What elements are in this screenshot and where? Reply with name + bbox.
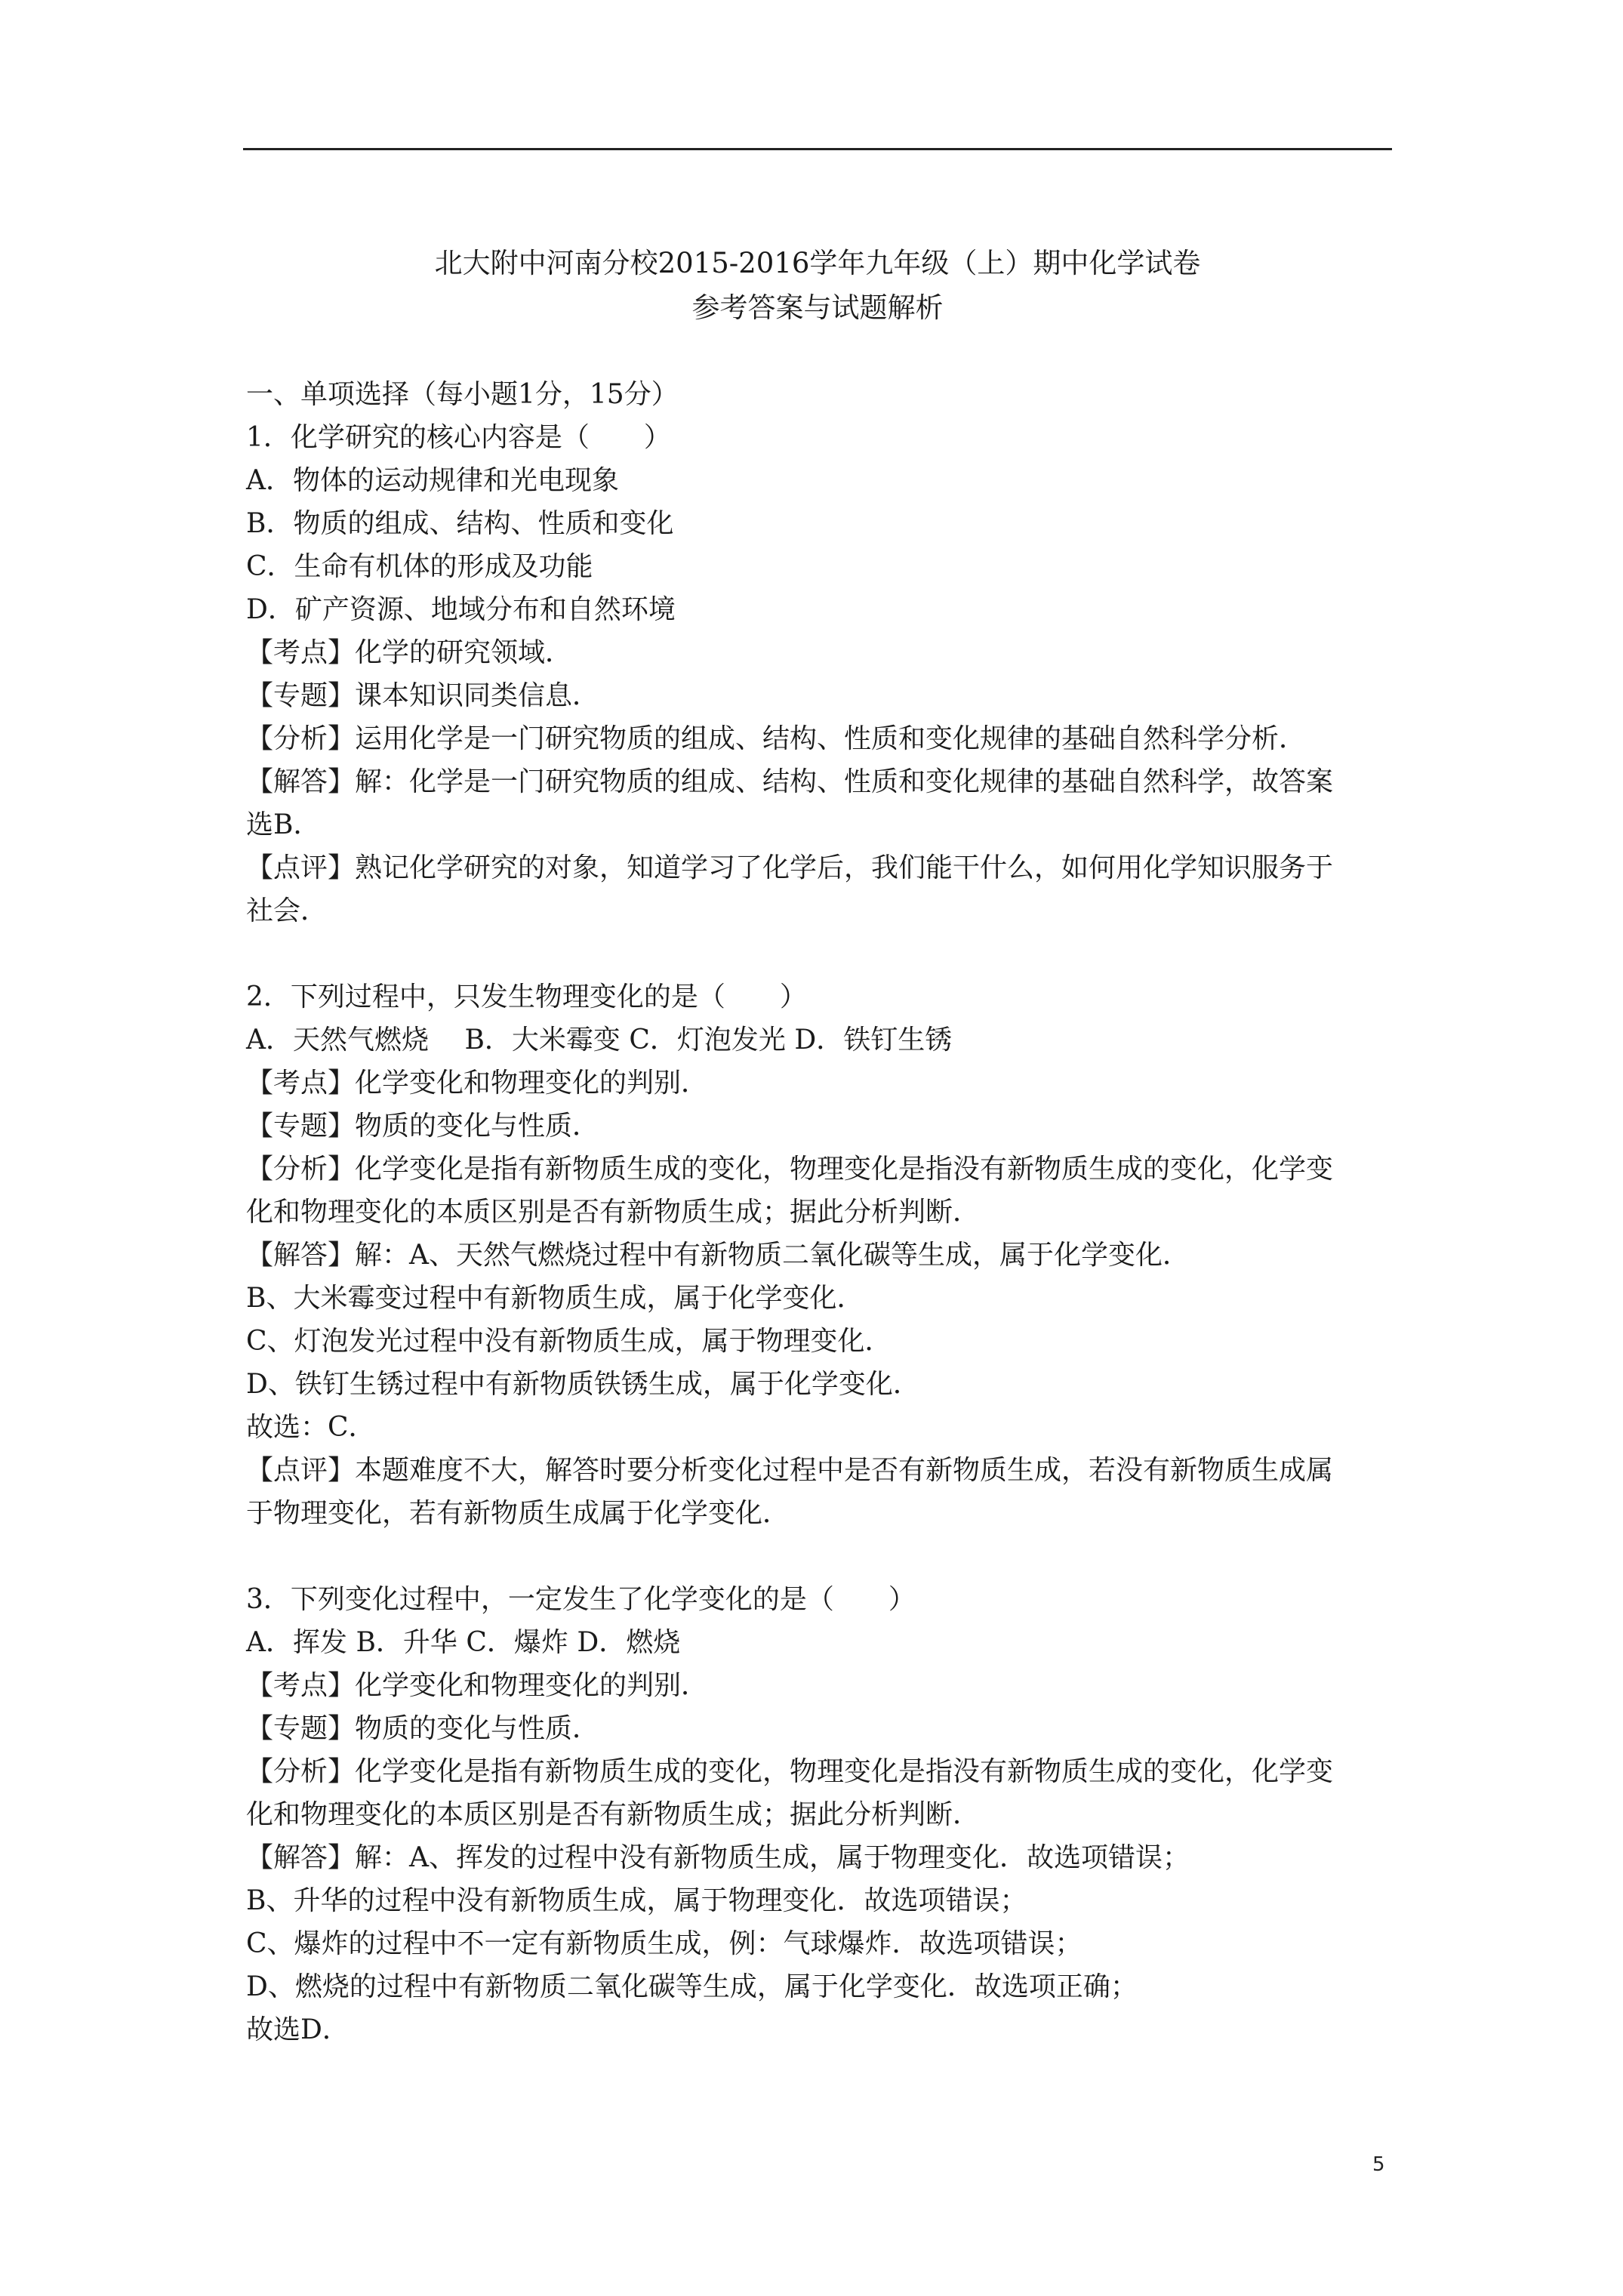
q2-dianping-line-1: 【点评】本题难度不大，解答时要分析变化过程中是否有新物质生成，若没有新物质生成属 [246,1455,1334,1486]
q2-dianping-line-2: 于物理变化，若有新物质生成属于化学变化． [246,1498,790,1529]
q1-jieda-line-1: 【解答】解：化学是一门研究物质的组成、结构、性质和变化规律的基础自然科学，故答案 [246,766,1334,797]
q1-option-b: B．物质的组成、结构、性质和变化 [246,508,674,539]
q3-options: A．挥发 B．升华 C．爆炸 D．燃烧 [246,1627,681,1658]
q3-stem: 3．下列变化过程中，一定发生了化学变化的是（ ） [246,1584,916,1615]
q3-jieda-line-3: C、爆炸的过程中不一定有新物质生成，例：气球爆炸．故选项错误； [246,1928,1083,1959]
q2-kaodian: 【考点】化学变化和物理变化的判别． [246,1068,709,1099]
q2-jieda-line-4: D、铁钉生锈过程中有新物质铁锈生成，属于化学变化． [246,1369,920,1400]
document-subtitle: 参考答案与试题解析 [691,291,944,324]
document-title: 北大附中河南分校2015-2016学年九年级（上）期中化学试卷 [434,247,1201,279]
q1-zhuanti: 【专题】课本知识同类信息． [246,680,600,711]
q2-zhuanti: 【专题】物质的变化与性质． [246,1111,600,1142]
q3-kaodian: 【考点】化学变化和物理变化的判别． [246,1670,709,1701]
q2-fenxi-line-2: 化和物理变化的本质区别是否有新物质生成；据此分析判断． [246,1197,981,1228]
q3-jieda-line-5: 故选D． [246,2014,350,2045]
q3-fenxi-line-1: 【分析】化学变化是指有新物质生成的变化，物理变化是指没有新物质生成的变化，化学变 [246,1756,1334,1787]
q1-option-c: C．生命有机体的形成及功能 [246,551,593,582]
q3-fenxi-line-2: 化和物理变化的本质区别是否有新物质生成；据此分析判断． [246,1799,981,1830]
q3-jieda-line-2: B、升华的过程中没有新物质生成，属于物理变化．故选项错误； [246,1885,1027,1916]
section-heading: 一、单项选择（每小题1分，15分） [246,379,679,410]
q2-jieda-line-1: 【解答】解：A、天然气燃烧过程中有新物质二氧化碳等生成，属于化学变化． [246,1240,1190,1271]
q1-jieda-line-2: 选B． [246,809,321,840]
q3-zhuanti: 【专题】物质的变化与性质． [246,1713,600,1744]
q2-stem: 2．下列过程中，只发生物理变化的是（ ） [246,982,807,1012]
header-rule [243,148,1392,150]
q3-jieda-line-4: D、燃烧的过程中有新物质二氧化碳等生成，属于化学变化．故选项正确； [246,1971,1138,2002]
q1-option-d: D．矿产资源、地域分布和自然环境 [246,594,676,625]
q1-option-a: A．物体的运动规律和光电现象 [246,465,619,496]
q2-jieda-line-2: B、大米霉变过程中有新物质生成，属于化学变化． [246,1283,864,1314]
page-number: 5 [1372,2153,1385,2176]
q2-fenxi-line-1: 【分析】化学变化是指有新物质生成的变化，物理变化是指没有新物质生成的变化，化学变 [246,1154,1334,1185]
q2-jieda-line-3: C、灯泡发光过程中没有新物质生成，属于物理变化． [246,1326,892,1357]
q3-jieda-line-1: 【解答】解：A、挥发的过程中没有新物质生成，属于物理变化．故选项错误； [246,1842,1190,1873]
q1-dianping-line-1: 【点评】熟记化学研究的对象，知道学习了化学后，我们能干什么，如何用化学知识服务于 [246,852,1334,883]
q1-stem: 1．化学研究的核心内容是（ ） [246,422,671,453]
q1-fenxi: 【分析】运用化学是一门研究物质的组成、结构、性质和变化规律的基础自然科学分析． [246,723,1307,754]
q1-kaodian: 【考点】化学的研究领域． [246,637,573,668]
q2-options: A．天然气燃烧 B．大米霉变 C．灯泡发光 D．铁钉生锈 [246,1025,953,1056]
q2-jieda-line-5: 故选：C． [246,1412,376,1443]
q1-dianping-line-2: 社会． [246,895,328,926]
